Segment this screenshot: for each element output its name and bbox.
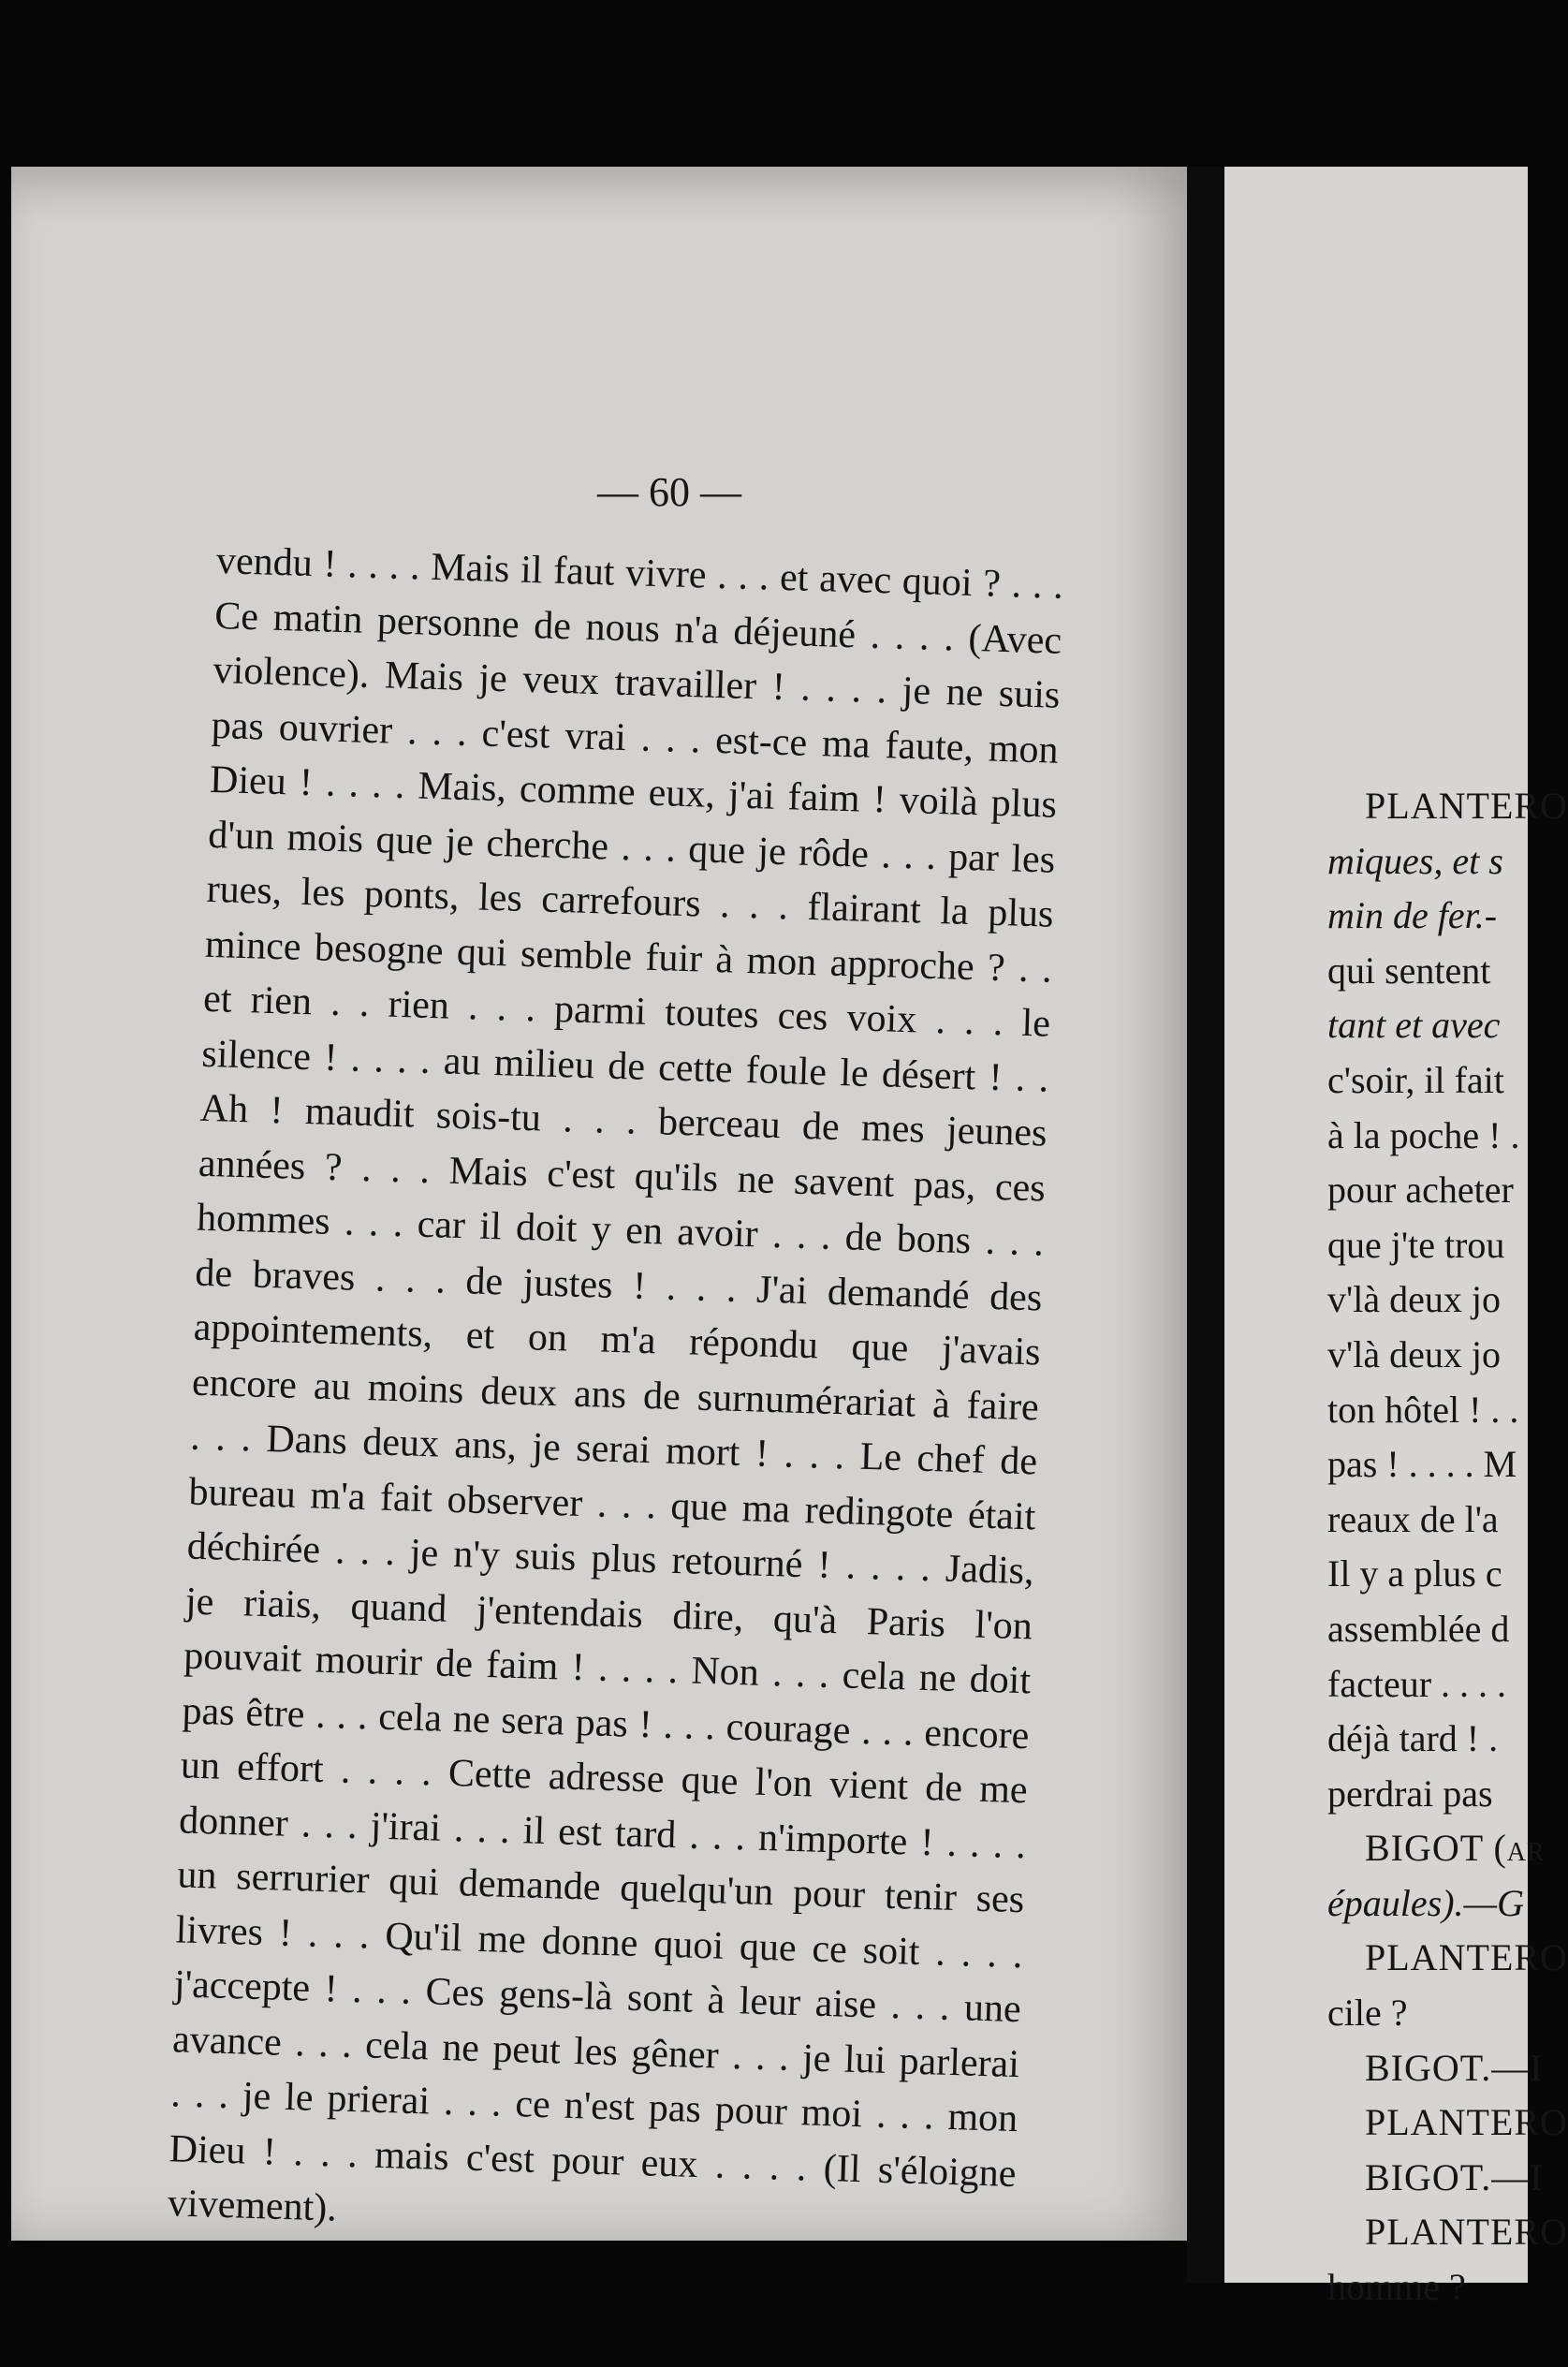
text-line: rues, les ponts, les carrefours . . . flairant la plus [206,867,1055,936]
page-number: — 60 — [597,469,741,515]
text-line: assemblée d [1327,1607,1510,1650]
text-line: de braves . . . de justes ! . . . J'ai demandé des [194,1251,1043,1319]
text-line: déchirée . . . je n'y suis plus retourné ! . . . . Jadis, [186,1524,1035,1594]
text-line: PLANTERO [1365,1936,1568,1979]
text-line: . . . je le prierai . . . ce n'est pas pour moi . . . mon [169,2072,1018,2141]
text-line: pour acheter [1327,1169,1514,1212]
text-line: ton hôtel ! . . [1327,1388,1519,1431]
text-line: pas ! . . . . M [1327,1443,1517,1486]
text-line: pouvait mourir de faim ! . . . . Non . . . cela ne doit [183,1634,1032,1703]
text-line: je riais, quand j'entendais dire, qu'à Paris l'on [184,1580,1033,1648]
text-line: vivement). [167,2182,338,2230]
text-line: v'là deux jo [1327,1332,1501,1375]
text-line: Ah ! maudit sois-tu . . . berceau de mes jeunes [199,1086,1048,1155]
text-line: un effort . . . . Cette adresse que l'on vient de me [180,1743,1029,1813]
text-line: pas ouvrier . . . c'est vrai . . . est-ce ma faute, mon [211,703,1060,772]
text-line: violence). Mais je veux travailler ! . . . . je ne suis [212,648,1061,717]
right-page-text [1327,779,1568,2316]
text-line: BIGOT.—I [1365,2046,1544,2089]
text-line: avance . . . cela ne peut les gêner . . . je lui parlerai [171,2017,1020,2086]
text-line: miques, et s [1327,839,1503,882]
text-line: BIGOT.—I [1365,2155,1544,2198]
text-line: que j'te trou [1327,1223,1505,1266]
text-line: min de fer.- [1327,894,1498,937]
text-line: homme ? [1327,2266,1466,2309]
text-line: PLANTERO [1365,2101,1568,2144]
text-line: encore au moins deux ans de surnumérariat à faire [191,1360,1040,1429]
text-line: pas être . . . cela ne sera pas ! . . . courage . . . encore [182,1688,1030,1757]
scan-top-border [0,0,1528,173]
text-line: v'là deux jo [1327,1278,1501,1321]
text-line: épaules).—G [1327,1881,1524,1924]
text-line: livres ! . . . Qu'il me donne quoi que ce soit . . . . [175,1907,1024,1977]
text-line: facteur . . . . [1327,1662,1507,1705]
text-line: BIGOT (ar [1365,1827,1546,1870]
text-line: tant et avec [1327,1004,1501,1047]
text-line: déjà tard ! . [1327,1717,1499,1760]
text-line: silence ! . . . . au milieu de cette foule le désert ! . . [200,1032,1049,1101]
text-line: j'accepte ! . . . Ces gens-là sont à leur aise . . . une [173,1963,1022,2032]
text-line: vendu ! . . . . Mais il faut vivre . . . et avec quoi ? . . . [215,538,1064,608]
text-line: à la poche ! . [1327,1113,1520,1156]
text-line: années ? . . . Mais c'est qu'ils ne savent pas, ces [198,1141,1047,1211]
text-line: reaux de l'a [1327,1497,1499,1540]
text-line: Il y a plus c [1327,1552,1502,1595]
text-line: Dieu ! . . . mais c'est pour eux . . . . (Il s'éloigne [169,2126,1018,2196]
text-line: . . . Dans deux ans, je serai mort ! . . . Le chef de [189,1415,1038,1484]
text-line: appointements, et on m'a répondu que j'avais [193,1305,1042,1375]
text-line: et rien . . rien . . . parmi toutes ces voix . . . le [202,977,1051,1046]
text-line: cile ? [1327,1992,1408,2035]
text-line: c'soir, il fait [1327,1058,1504,1101]
text-line: un serrurier qui demande quelqu'un pour tenir ses [176,1853,1025,1922]
text-line: perdrai pas [1327,1772,1493,1815]
text-line: PLANTERO [1365,2211,1568,2254]
text-line: donner . . . j'irai . . . il est tard . . . n'importe ! . . . . [178,1798,1027,1867]
text-line: Ce matin personne de nous n'a déjeuné . . . . (Avec [213,594,1062,663]
text-line: mince besogne qui semble fuir à mon approche ? . . [204,922,1053,992]
text-line: Dieu ! . . . . Mais, comme eux, j'ai faim ! voilà plus [209,757,1058,827]
left-page-text [167,534,1063,2257]
text-line: PLANTERO [1365,785,1568,827]
text-line: bureau m'a fait observer . . . que ma redingote était [187,1470,1036,1538]
text-line: d'un mois que je cherche . . . que je rôde . . . par les [207,813,1056,882]
text-line: hommes . . . car il doit y en avoir . . . de bons . . . [196,1196,1045,1265]
text-line: qui sentent [1327,948,1491,992]
